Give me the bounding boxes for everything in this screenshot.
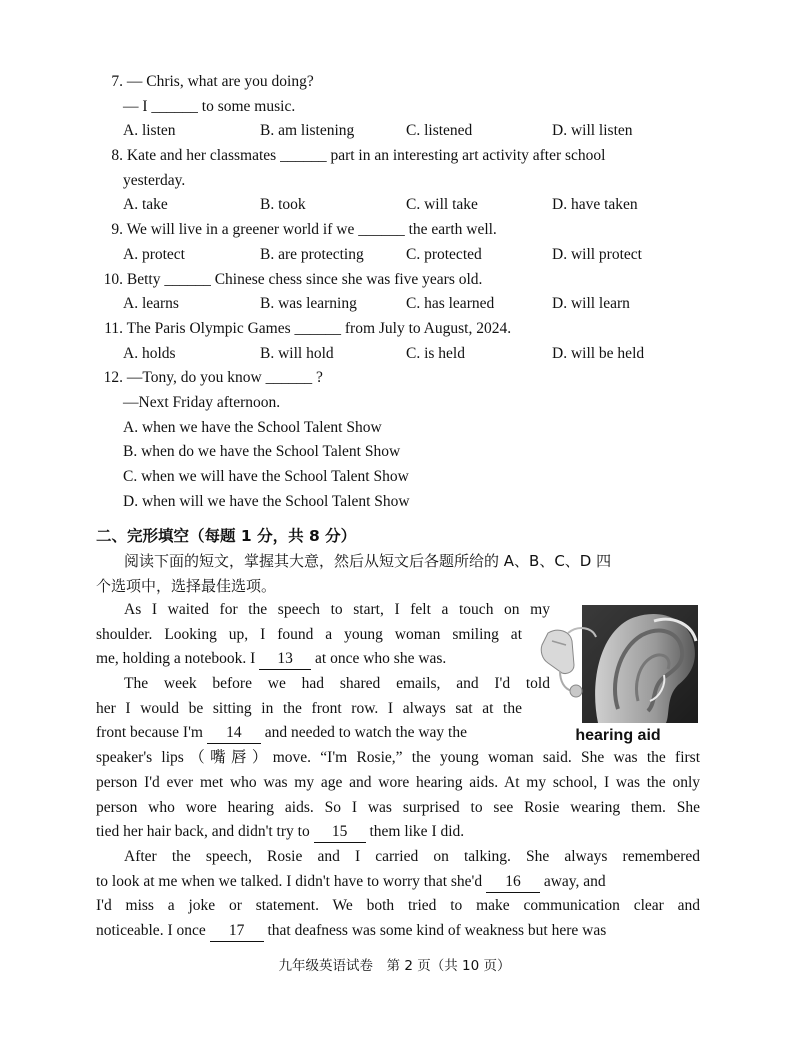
option-d[interactable]: D. will be held bbox=[552, 344, 645, 362]
option-b[interactable]: B. when do we have the School Talent Show bbox=[123, 443, 401, 461]
passage-line: to look at me when we talked. I didn't have to worry that she'd 16 away, and bbox=[96, 870, 700, 895]
option-c[interactable]: C. has learned bbox=[406, 295, 495, 313]
blank-13[interactable]: 13 bbox=[259, 649, 311, 670]
passage-line: noticeable. I once 17 that deafness was some kind of weakness but here was bbox=[96, 919, 700, 944]
passage-line: shoulder. Looking up, I found a young woman smiling at bbox=[96, 625, 522, 643]
question-list bbox=[96, 70, 706, 514]
blank-15[interactable]: 15 bbox=[314, 822, 366, 843]
option-a[interactable]: A. holds bbox=[123, 344, 176, 362]
passage-line: person who wore hearing aids. So I was surprised to see Rosie wearing them. She bbox=[96, 798, 700, 816]
question-12-line-1: 12. —Tony, do you know ______ ? bbox=[103, 369, 323, 387]
instruction-line-2: 个选项中，选择最佳选项。 bbox=[96, 576, 277, 595]
option-b[interactable]: B. was learning bbox=[260, 295, 357, 313]
option-d[interactable]: D. will listen bbox=[552, 122, 633, 140]
passage-line: After the speech, Rosie and I carried on talking. She always remembered bbox=[124, 847, 700, 865]
page-footer: 九年级英语试卷 第 2 页（共 10 页） bbox=[278, 958, 511, 974]
option-a[interactable]: A. take bbox=[123, 196, 168, 214]
blank-17[interactable]: 17 bbox=[210, 921, 264, 942]
passage-line: As I waited for the speech to start, I felt a touch on my bbox=[124, 601, 550, 618]
section-instructions bbox=[96, 549, 702, 598]
option-a[interactable]: A. listen bbox=[123, 122, 176, 140]
section-title: 二、完形填空（每题 1 分，共 8 分） bbox=[96, 527, 357, 545]
passage-line: speaker's lips（嘴唇）move. “I'm Rosie,” the young woman said. She was the first bbox=[96, 749, 700, 767]
passage-line: I'd miss a joke or statement. We both tried to make communication clear and bbox=[96, 897, 700, 915]
question-10-options bbox=[96, 292, 706, 317]
option-b[interactable]: B. am listening bbox=[260, 122, 355, 140]
question-7-line-2: — I ______ to some music. bbox=[123, 97, 296, 115]
option-c[interactable]: C. when we will have the School Talent Show bbox=[123, 468, 409, 485]
passage-line: person I'd ever met who was my age and wore hearing aids. At my school, I was the only bbox=[96, 773, 700, 791]
option-a[interactable]: A. when we have the School Talent Show bbox=[123, 418, 382, 436]
option-a[interactable]: A. learns bbox=[123, 295, 179, 313]
option-b[interactable]: B. are protecting bbox=[260, 245, 364, 263]
option-b[interactable]: B. took bbox=[260, 196, 306, 214]
passage-line: The week before we had shared emails, and I'd told bbox=[124, 675, 550, 693]
option-d[interactable]: D. have taken bbox=[552, 196, 638, 214]
question-11-options bbox=[96, 342, 706, 367]
passage bbox=[96, 598, 700, 944]
question-8-line-2: yesterday. bbox=[123, 171, 186, 189]
instruction-line-1: 阅读下面的短文，掌握其大意，然后从短文后各题所给的 A、B、C、D 四 bbox=[124, 552, 612, 570]
option-d[interactable]: D. will learn bbox=[552, 295, 630, 313]
option-c[interactable]: C. listened bbox=[406, 122, 473, 140]
option-c[interactable]: C. will take bbox=[406, 196, 478, 214]
passage-line: her I would be sitting in the front row. I always sat at the bbox=[96, 699, 522, 717]
question-7-options bbox=[96, 119, 706, 144]
passage-line: front because I'm 14 and needed to watch the way the bbox=[96, 721, 522, 746]
option-a[interactable]: A. protect bbox=[123, 245, 185, 263]
option-b[interactable]: B. will hold bbox=[260, 344, 334, 362]
blank-16[interactable]: 16 bbox=[486, 872, 540, 893]
question-8-options bbox=[96, 193, 706, 218]
passage-line: tied her hair back, and didn't try to 15 them like I did. bbox=[96, 820, 700, 845]
figure-caption: hearing aid bbox=[575, 727, 661, 744]
option-d[interactable]: D. when will we have the School Talent Show bbox=[123, 492, 410, 510]
question-9-line-1: 9. We will live in a greener world if we ______ the earth well. bbox=[111, 221, 497, 239]
question-12-line-2: —Next Friday afternoon. bbox=[123, 393, 281, 411]
option-c[interactable]: C. is held bbox=[406, 344, 465, 362]
option-d[interactable]: D. will protect bbox=[552, 245, 642, 263]
blank-14[interactable]: 14 bbox=[207, 723, 261, 744]
question-10-line-1: 10. Betty ______ Chinese chess since she was five years old. bbox=[103, 270, 483, 288]
passage-line: me, holding a notebook. I 13 at once who she was. bbox=[96, 647, 522, 672]
question-11-line-1: 11. The Paris Olympic Games ______ from July to August, 2024. bbox=[104, 319, 512, 337]
question-7-line-1: 7. — Chris, what are you doing? bbox=[111, 73, 314, 90]
question-9-options bbox=[96, 243, 706, 268]
option-c[interactable]: C. protected bbox=[406, 245, 482, 263]
question-8-line-1: 8. Kate and her classmates ______ part in an interesting art activity after school bbox=[111, 147, 606, 165]
